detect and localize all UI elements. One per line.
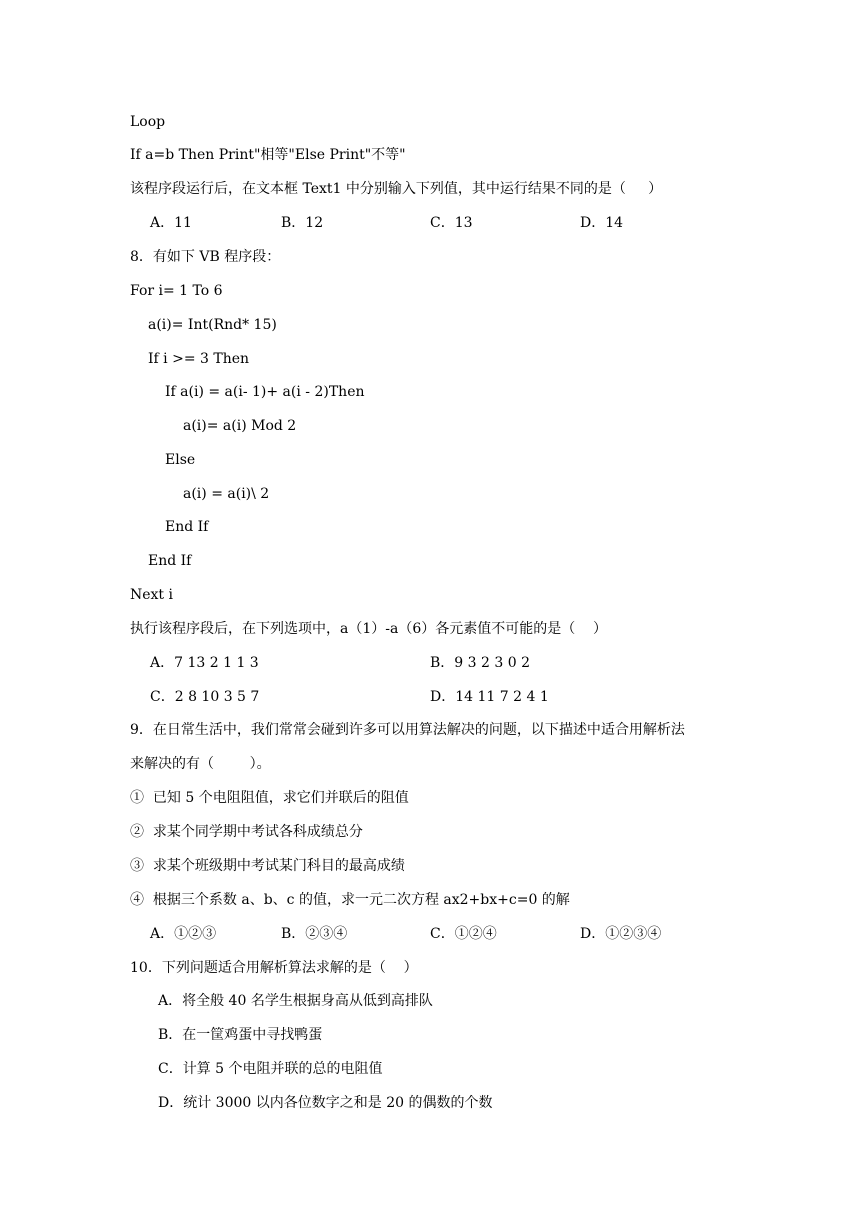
code-line: a(i)= Int(Rnd* 15) [148,317,277,333]
q9-option-a: A．①②③ [150,926,217,942]
q8-option-a: A．7 13 2 1 1 3 [150,655,259,671]
code-line: If a(i) = a(i- 1)+ a(i - 2)Then [165,384,365,400]
q7-option-d: D．14 [580,215,624,231]
code-loop: Loop [130,114,166,130]
q9-stem-line1: 9．在日常生活中，我们常常会碰到许多可以用算法解决的问题，以下描述中适合用解析法 [130,722,685,738]
q9-stem-line2: 来解决的有（ ）。 [130,756,271,772]
q8-option-b: B．9 3 2 3 0 2 [430,655,530,671]
q8-question: 执行该程序段后，在下列选项中，a（1）-a（6）各元素值不可能的是（ ） [130,621,608,637]
q10-option-a: A．将全般 40 名学生根据身高从低到高排队 [158,993,433,1009]
code-line: If i >= 3 Then [148,351,250,367]
q10-option-c: C．计算 5 个电阻并联的总的电阻值 [158,1061,383,1077]
code-line: End If [148,553,192,569]
code-line: Next i [130,587,173,603]
q9-item: ② 求某个同学期中考试各科成绩总分 [130,824,363,840]
q7-option-b: B．12 [281,215,324,231]
q7-stem: 该程序段运行后，在文本框 Text1 中分别输入下列值，其中运行结果不同的是（ ） [130,181,663,197]
q7-option-a: A．11 [150,215,192,231]
code-line: a(i)= a(i) Mod 2 [183,418,297,434]
q10-option-d: D．统计 3000 以内各位数字之和是 20 的偶数的个数 [158,1095,493,1111]
q9-option-c: C．①②④ [430,926,497,942]
q9-option-d: D．①②③④ [580,926,662,942]
q8-option-d: D．14 11 7 2 4 1 [430,689,549,705]
q9-item: ③ 求某个班级期中考试某门科目的最高成绩 [130,858,405,874]
q9-item: ① 已知 5 个电阻阻值，求它们并联后的阻值 [130,790,409,806]
code-line: End If [165,519,209,535]
q9-item: ④ 根据三个系数 a、b、c 的值，求一元二次方程 ax2+bx+c=0 的解 [130,892,570,908]
code-line: For i= 1 To 6 [130,283,223,299]
q8-stem: 8．有如下 VB 程序段： [130,249,281,265]
code-line: a(i) = a(i)\ 2 [183,486,270,502]
code-if-statement: If a=b Then Print"相等"Else Print"不等" [130,147,406,163]
q10-stem: 10．下列问题适合用解析算法求解的是（ ） [130,960,418,976]
q10-option-b: B．在一筐鸡蛋中寻找鸭蛋 [158,1027,323,1043]
q8-option-c: C．2 8 10 3 5 7 [150,689,260,705]
q7-option-c: C．13 [430,215,473,231]
code-line: Else [165,452,196,468]
q9-option-b: B．②③④ [281,926,348,942]
